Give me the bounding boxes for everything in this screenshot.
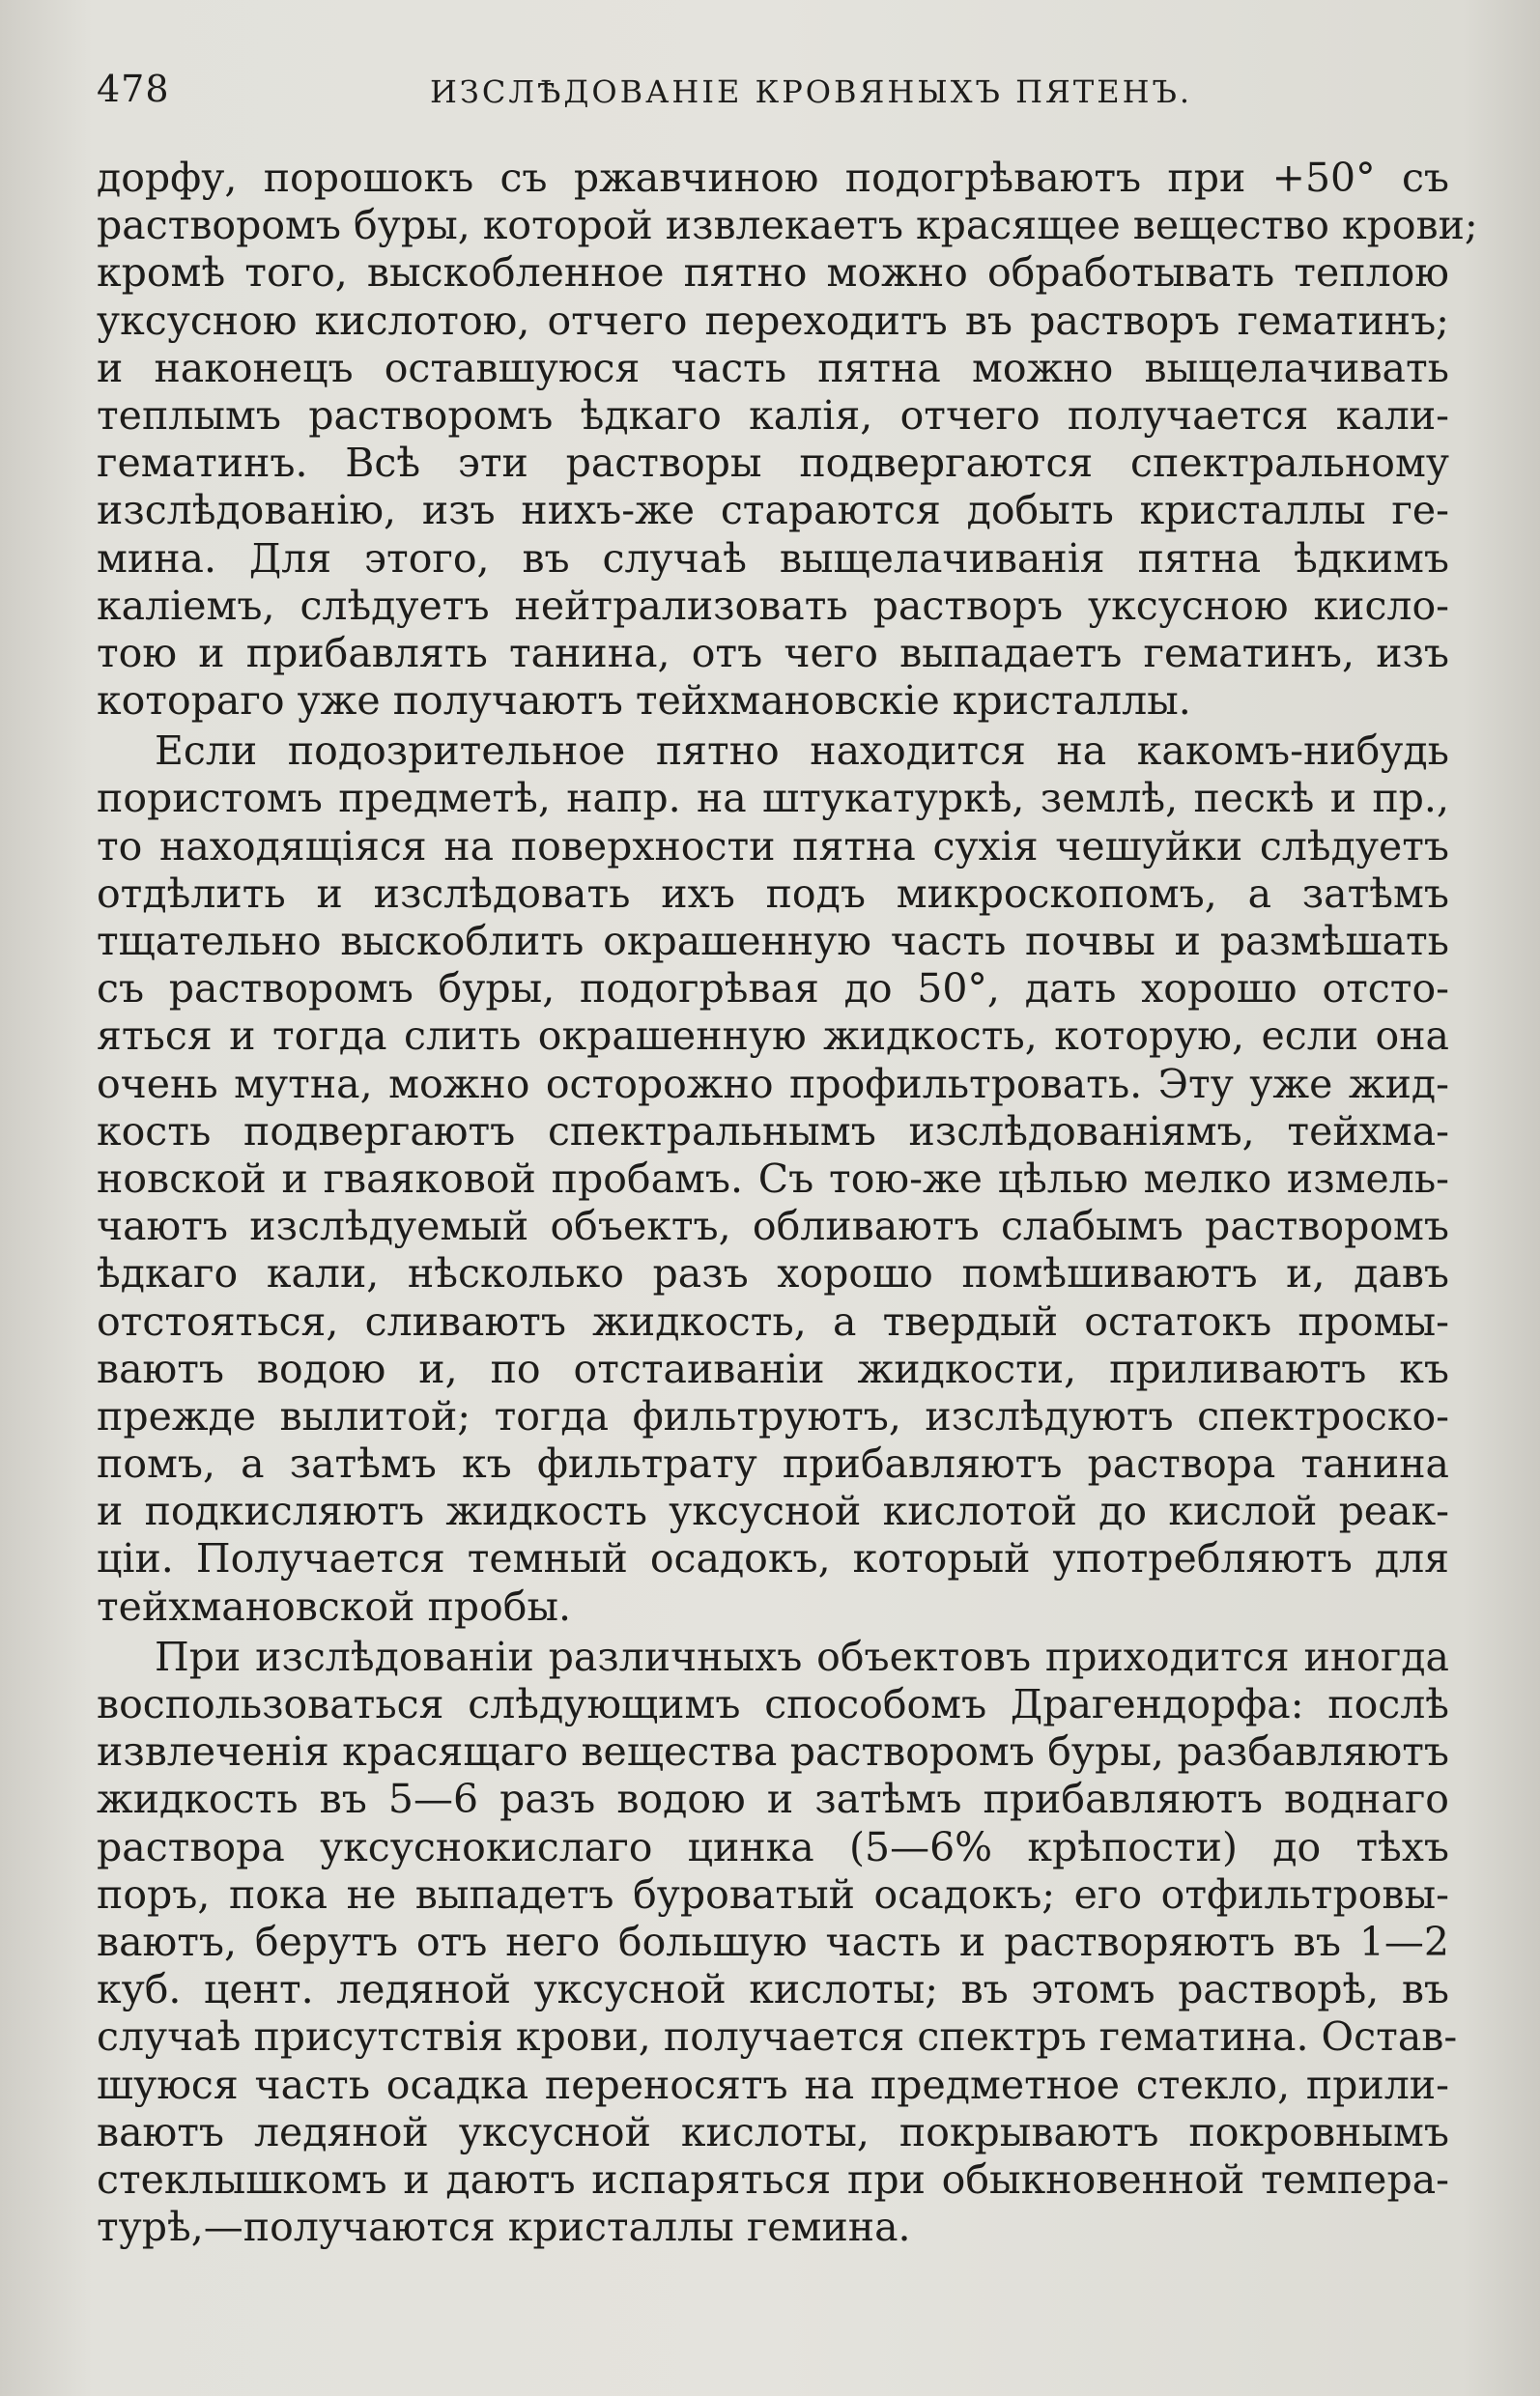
running-head: ИЗСЛѢДОВАНІЕ КРОВЯНЫХЪ ПЯТЕНЪ. [430,73,1193,110]
text-line: гематинъ. Всѣ эти растворы подвергаются спектральному [97,440,1449,487]
text-line: ваютъ водою и, по отстаиваніи жидкости, приливаютъ къ [97,1345,1449,1392]
text-line: отдѣлить и изслѣдовать ихъ подъ микроскопомъ, а затѣмъ [97,870,1449,917]
text-line: каліемъ, слѣдуетъ нейтрализовать растворъ уксусною кисло- [97,582,1449,629]
text-line: растворомъ буры, которой извлекаетъ красящее вещество крови; [97,202,1478,249]
text-line: Если подозрительное пятно находится на какомъ-нибудь [155,727,1449,775]
text-line: тейхмановской пробы. [97,1583,572,1630]
page-number: 478 [97,68,170,110]
text-line: ваютъ, берутъ отъ него большую часть и растворяютъ въ 1—2 [97,1918,1449,1965]
text-line: очень мутна, можно осторожно профильтровать. Эту уже жид- [97,1060,1449,1107]
text-line: помъ, а затѣмъ къ фильтрату прибавляютъ раствора танина [97,1440,1449,1488]
text-line: раствора уксуснокислаго цинка (5—6% крѣпости) до тѣхъ [97,1823,1449,1870]
text-line: ваютъ ледяной уксусной кислоты, покрываютъ покровнымъ [97,2108,1449,2155]
text-line: пористомъ предметѣ, напр. на штукатуркѣ, землѣ, пескѣ и пр., [97,775,1449,822]
text-line: новской и гваяковой пробамъ. Съ тою-же цѣлью мелко измель- [97,1155,1449,1202]
text-line: куб. цент. ледяной уксусной кислоты; въ этомъ растворѣ, въ [97,1966,1449,2013]
text-line: случаѣ присутствія крови, получается спектръ гематина. Остав- [97,2013,1458,2061]
paragraph-2 [97,727,1449,1631]
paragraph-1 [97,155,1478,725]
text-line: и подкисляютъ жидкость уксусной кислотой до кислой реак- [97,1488,1449,1535]
text-line: тою и прибавлять танина, отъ чего выпадаетъ гематинъ, изъ [97,629,1449,676]
text-line: турѣ,—получаются кристаллы гемина. [97,2204,911,2251]
text-line: поръ, пока не выпадетъ буроватый осадокъ; его отфильтровы- [97,1870,1449,1918]
text-line: ѣдкаго кали, нѣсколько разъ хорошо помѣшиваютъ и, давъ [97,1250,1449,1298]
paragraph-3 [97,1633,1458,2251]
text-line: извлеченія красящаго вещества растворомъ буры, разбавляютъ [97,1728,1449,1776]
text-line: изслѣдованію, изъ нихъ-же стараются добыть кристаллы ге- [97,487,1449,534]
text-line: съ растворомъ буры, подогрѣвая до 50°, дать хорошо отсто- [97,965,1449,1013]
text-line: воспользоваться слѣдующимъ способомъ Драгендорфа: послѣ [97,1681,1449,1727]
text-line: При изслѣдованіи различныхъ объектовъ приходится иногда [155,1633,1449,1680]
text-line: тщательно выскоблить окрашенную часть почвы и размѣшать [97,918,1449,964]
text-line: чаютъ изслѣдуемый объектъ, обливаютъ слабымъ растворомъ [97,1203,1449,1250]
text-line: дорфу, порошокъ съ ржавчиною подогрѣваютъ при +50° съ [97,155,1449,201]
text-line: то находящіяся на поверхности пятна сухія чешуйки слѣдуетъ [97,822,1449,870]
text-line: кость подвергаютъ спектральнымъ изслѣдованіямъ, тейхма- [97,1107,1449,1155]
text-line: яться и тогда слить окрашенную жидкость, которую, если она [97,1013,1449,1060]
text-line: жидкость въ 5—6 разъ водою и затѣмъ прибавляютъ воднаго [97,1776,1449,1823]
text-line: кромѣ того, выскобленное пятно можно обработывать теплою [97,249,1449,297]
text-line: мина. Для этого, въ случаѣ выщелачиванія пятна ѣдкимъ [97,534,1449,582]
page-body [97,155,1478,2251]
text-line: теплымъ растворомъ ѣдкаго калія, отчего получается кали- [97,391,1449,439]
text-line: и наконецъ оставшуюся часть пятна можно выщелачивать [97,344,1449,391]
text-line: прежде вылитой; тогда фильтруютъ, изслѣдуютъ спектроско- [97,1392,1449,1440]
text-line: шуюся часть осадка переносятъ на предметное стекло, прили- [97,2061,1449,2108]
page-header [97,68,1449,126]
text-line: ціи. Получается темный осадокъ, который употребляютъ для [97,1535,1449,1583]
text-line: уксусною кислотою, отчего переходитъ въ растворъ гематинъ; [97,297,1449,344]
text-line: котораго уже получаютъ тейхмановскіе кристаллы. [97,677,1191,725]
text-line: стеклышкомъ и даютъ испаряться при обыкновенной темпера- [97,2155,1449,2203]
text-line: отстояться, сливаютъ жидкость, а твердый остатокъ промы- [97,1298,1449,1345]
